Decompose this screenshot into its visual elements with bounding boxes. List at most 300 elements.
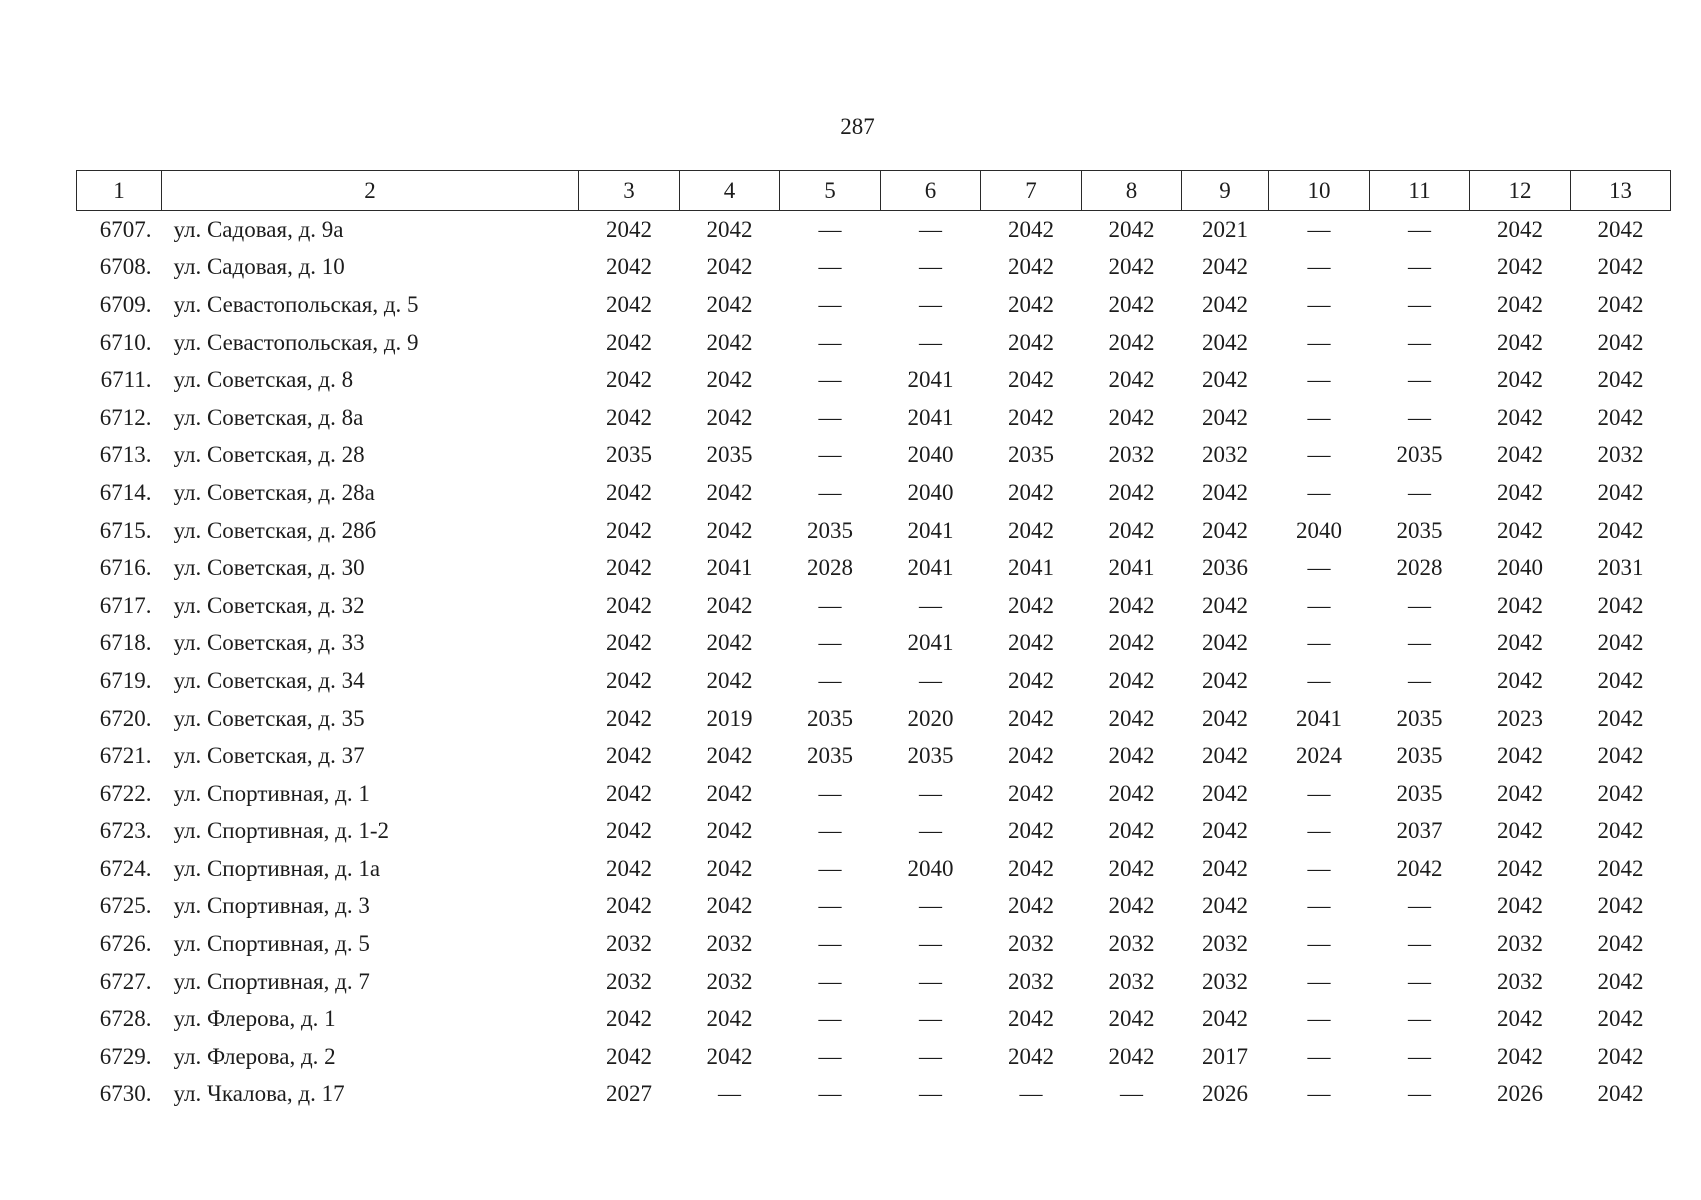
table-cell: — <box>818 216 842 242</box>
address-cell: ул. Садовая, д. 10 <box>173 254 345 280</box>
table-row <box>77 1000 1671 1038</box>
column-header-3: 3 <box>579 171 680 211</box>
table-cell: — <box>1307 329 1331 355</box>
table-cell: 2035 <box>1396 780 1443 806</box>
table-cell: — <box>1307 968 1331 994</box>
address-cell: ул. Советская, д. 30 <box>173 555 365 581</box>
table-cell: — <box>818 893 842 919</box>
table-cell: 2040 <box>1497 555 1543 581</box>
address-cell: ул. Флерова, д. 2 <box>173 1043 336 1069</box>
table-cell: 2042 <box>1108 404 1155 430</box>
table-cell: 2042 <box>706 630 753 656</box>
table-cell: 2042 <box>1597 254 1644 280</box>
table-cell: — <box>1408 893 1431 919</box>
table-row <box>77 286 1671 324</box>
table-cell: 2042 <box>606 893 652 919</box>
table-cell: 2031 <box>1597 555 1644 581</box>
table-cell: — <box>1307 404 1331 430</box>
column-header-5: 5 <box>780 171 881 211</box>
table-cell: 2040 <box>1296 517 1342 543</box>
table-cell: 2042 <box>1497 254 1543 280</box>
table-cell: 2041 <box>907 630 954 656</box>
table-cell: 2042 <box>1108 1006 1155 1032</box>
table-cell: — <box>1307 592 1331 618</box>
table-cell: 2035 <box>1396 705 1443 731</box>
table-cell: 2042 <box>1202 479 1248 505</box>
table-cell: 2041 <box>907 367 954 393</box>
table-cell: 2041 <box>1296 705 1342 731</box>
table-cell: 2042 <box>1202 743 1248 769</box>
table-cell: — <box>1307 893 1331 919</box>
table-cell: 2042 <box>606 667 652 693</box>
table-cell: — <box>919 1081 942 1107</box>
row-number-cell: 6708. <box>99 254 152 280</box>
table-cell: 2042 <box>1202 630 1248 656</box>
table-row <box>77 399 1671 437</box>
table-cell: 2023 <box>1497 705 1543 731</box>
table-row <box>77 474 1671 512</box>
table-cell: 2042 <box>1597 479 1644 505</box>
table-cell: — <box>1408 1006 1431 1032</box>
table-cell: 2042 <box>1008 367 1054 393</box>
table-cell: 2042 <box>1108 743 1155 769</box>
table-cell: 2042 <box>1497 329 1543 355</box>
table-cell: 2042 <box>1396 855 1443 881</box>
table-cell: — <box>919 216 942 242</box>
table-cell: 2042 <box>606 592 652 618</box>
table-cell: 2026 <box>1497 1081 1543 1107</box>
address-cell: ул. Советская, д. 32 <box>173 592 365 618</box>
row-number-cell: 6729. <box>99 1043 152 1069</box>
table-cell: — <box>1408 592 1431 618</box>
table-cell: 2042 <box>1497 743 1543 769</box>
table-cell: 2042 <box>1597 705 1644 731</box>
table-cell: — <box>818 254 842 280</box>
table-cell: 2032 <box>1597 442 1644 468</box>
table-cell: 2042 <box>1497 1043 1543 1069</box>
address-cell: ул. Севастопольская, д. 9 <box>173 329 419 355</box>
column-header-8: 8 <box>1082 171 1182 211</box>
table-cell: 2042 <box>606 479 652 505</box>
table-cell: 2042 <box>1497 517 1543 543</box>
table-cell: 2037 <box>1396 818 1443 844</box>
table-cell: 2042 <box>1202 329 1248 355</box>
table-cell: — <box>1307 479 1331 505</box>
row-number-cell: 6713. <box>99 442 152 468</box>
table-cell: 2024 <box>1296 743 1342 769</box>
table-cell: — <box>919 254 942 280</box>
table-cell: 2042 <box>1202 254 1248 280</box>
table-cell: 2042 <box>706 592 753 618</box>
address-cell: ул. Спортивная, д. 1а <box>173 855 381 881</box>
table-cell: 2042 <box>1008 705 1054 731</box>
table-cell: 2042 <box>1108 667 1155 693</box>
table-cell: 2042 <box>1008 517 1054 543</box>
table-cell: — <box>1408 667 1431 693</box>
table-cell: 2042 <box>1008 780 1054 806</box>
address-cell: ул. Советская, д. 33 <box>173 630 365 656</box>
table-cell: 2042 <box>706 216 753 242</box>
table-cell: 2032 <box>1108 968 1155 994</box>
table-cell: — <box>1408 404 1431 430</box>
table-cell: 2042 <box>1597 1081 1644 1107</box>
row-number-cell: 6727. <box>99 968 152 994</box>
table-cell: 2042 <box>1108 1043 1155 1069</box>
table-cell: — <box>1120 1081 1143 1107</box>
table-cell: — <box>1307 254 1331 280</box>
table-row <box>77 737 1671 775</box>
table-row <box>77 587 1671 625</box>
table-cell: 2042 <box>606 517 652 543</box>
address-cell: ул. Спортивная, д. 7 <box>173 968 370 994</box>
table-cell: — <box>818 592 842 618</box>
address-cell: ул. Флерова, д. 1 <box>173 1006 336 1032</box>
table-cell: 2042 <box>706 855 753 881</box>
table-cell: 2042 <box>606 291 652 317</box>
table-cell: 2042 <box>1108 517 1155 543</box>
table-cell: 2032 <box>1008 968 1054 994</box>
table-cell: — <box>919 329 942 355</box>
page-number: 287 <box>840 114 875 139</box>
table-cell: 2042 <box>606 855 652 881</box>
table-cell: — <box>1307 818 1331 844</box>
column-header-9: 9 <box>1182 171 1269 211</box>
table-cell: 2042 <box>1497 479 1543 505</box>
table-cell: 2042 <box>1008 254 1054 280</box>
table-row <box>77 549 1671 587</box>
table-cell: 2042 <box>1202 818 1248 844</box>
table-cell: — <box>1307 855 1331 881</box>
table-cell: 2042 <box>1008 743 1054 769</box>
table-cell: 2042 <box>1497 893 1543 919</box>
row-number-cell: 6714. <box>99 479 152 505</box>
schedule-table <box>76 170 1671 1113</box>
table-cell: 2042 <box>1008 855 1054 881</box>
table-cell: — <box>818 1006 842 1032</box>
table-cell: — <box>818 291 842 317</box>
table-cell: — <box>1019 1081 1043 1107</box>
table-cell: 2042 <box>1497 780 1543 806</box>
table-row <box>77 625 1671 663</box>
row-number-cell: 6730. <box>99 1081 152 1107</box>
table-cell: 2042 <box>1597 517 1644 543</box>
column-header-1: 1 <box>77 171 162 211</box>
table-cell: — <box>1307 1006 1331 1032</box>
table-cell: — <box>818 855 842 881</box>
table-cell: 2032 <box>1202 968 1248 994</box>
row-number-cell: 6709. <box>99 291 152 317</box>
table-cell: 2041 <box>1108 555 1155 581</box>
table-cell: — <box>1307 367 1331 393</box>
address-cell: ул. Спортивная, д. 5 <box>173 931 370 957</box>
table-cell: 2035 <box>1396 517 1443 543</box>
table-cell: 2042 <box>1008 1006 1054 1032</box>
address-cell: ул. Советская, д. 8а <box>173 404 364 430</box>
table-cell: 2042 <box>1008 1043 1054 1069</box>
table-cell: 2042 <box>1108 818 1155 844</box>
address-cell: ул. Советская, д. 34 <box>173 667 365 693</box>
row-number-cell: 6718. <box>99 630 152 656</box>
table-cell: 2042 <box>706 479 753 505</box>
table-cell: 2035 <box>1008 442 1054 468</box>
table-cell: 2042 <box>1202 855 1248 881</box>
table-row <box>77 925 1671 963</box>
table-cell: — <box>1408 291 1431 317</box>
table-cell: — <box>1408 1081 1431 1107</box>
table-cell: 2042 <box>706 667 753 693</box>
table-cell: — <box>1307 291 1331 317</box>
table-cell: 2042 <box>606 743 652 769</box>
table-cell: 2042 <box>1497 630 1543 656</box>
table-cell: 2042 <box>1202 780 1248 806</box>
table-cell: — <box>818 968 842 994</box>
table-cell: — <box>1307 442 1331 468</box>
table-cell: 2042 <box>1108 479 1155 505</box>
table-cell: 2042 <box>1497 667 1543 693</box>
header-row <box>77 171 1671 211</box>
table-cell: 2035 <box>706 442 753 468</box>
table-cell: 2032 <box>606 968 652 994</box>
table-cell: 2028 <box>807 555 853 581</box>
table-cell: 2042 <box>1597 743 1644 769</box>
table-cell: 2042 <box>1202 517 1248 543</box>
table-cell: 2026 <box>1202 1081 1248 1107</box>
table-cell: 2035 <box>807 705 853 731</box>
address-cell: ул. Севастопольская, д. 5 <box>173 291 419 317</box>
table-row <box>77 963 1671 1001</box>
table-cell: 2042 <box>1497 855 1543 881</box>
row-number-cell: 6721. <box>99 743 152 769</box>
table-cell: 2042 <box>1108 254 1155 280</box>
table-cell: 2032 <box>1108 931 1155 957</box>
table-cell: 2042 <box>706 818 753 844</box>
table-cell: — <box>1408 329 1431 355</box>
table-cell: — <box>818 404 842 430</box>
table-cell: — <box>919 893 942 919</box>
table-cell: 2042 <box>1597 592 1644 618</box>
table-cell: 2042 <box>1597 931 1644 957</box>
address-cell: ул. Советская, д. 37 <box>173 743 365 769</box>
table-row <box>77 1038 1671 1076</box>
column-header-12: 12 <box>1470 171 1571 211</box>
row-number-cell: 6715. <box>99 517 152 543</box>
table-body <box>77 211 1671 1114</box>
table-cell: 2042 <box>1202 705 1248 731</box>
table-cell: 2042 <box>706 743 753 769</box>
table-cell: 2042 <box>606 404 652 430</box>
address-cell: ул. Советская, д. 28 <box>173 442 365 468</box>
table-cell: — <box>818 479 842 505</box>
table-cell: 2042 <box>1597 329 1644 355</box>
table-row <box>77 888 1671 926</box>
table-cell: — <box>1408 931 1431 957</box>
table-cell: 2035 <box>1396 743 1443 769</box>
table-cell: 2042 <box>1597 367 1644 393</box>
table-cell: 2042 <box>1108 893 1155 919</box>
table-cell: 2042 <box>1108 329 1155 355</box>
table-cell: 2035 <box>807 743 853 769</box>
row-number-cell: 6717. <box>99 592 152 618</box>
table-row <box>77 775 1671 813</box>
table-cell: — <box>1408 216 1431 242</box>
table-cell: 2041 <box>907 404 954 430</box>
table-cell: — <box>818 1081 842 1107</box>
table-row <box>77 700 1671 738</box>
table-cell: — <box>1408 630 1431 656</box>
table-cell: 2042 <box>706 404 753 430</box>
table-cell: 2042 <box>1108 367 1155 393</box>
table-cell: 2040 <box>907 442 954 468</box>
row-number-cell: 6723. <box>99 818 152 844</box>
table-cell: 2042 <box>606 818 652 844</box>
table-cell: 2021 <box>1202 216 1248 242</box>
row-number-cell: 6712. <box>99 404 152 430</box>
table-cell: 2042 <box>706 367 753 393</box>
table-cell: 2035 <box>1396 442 1443 468</box>
table-cell: 2042 <box>1108 780 1155 806</box>
table-cell: 2032 <box>706 968 753 994</box>
table-cell: — <box>818 329 842 355</box>
table-cell: — <box>818 667 842 693</box>
table-cell: 2042 <box>1008 893 1054 919</box>
table-cell: — <box>1307 216 1331 242</box>
table-cell: — <box>1408 968 1431 994</box>
table-cell: — <box>919 968 942 994</box>
table-cell: — <box>1307 630 1331 656</box>
table-cell: — <box>718 1081 741 1107</box>
table-cell: — <box>1307 555 1331 581</box>
column-header-2: 2 <box>162 171 579 211</box>
table-cell: 2042 <box>606 555 652 581</box>
table-cell: 2032 <box>1202 931 1248 957</box>
row-number-cell: 6726. <box>99 931 152 957</box>
table-cell: 2042 <box>1597 1043 1644 1069</box>
table-cell: 2042 <box>1597 968 1644 994</box>
table-row <box>77 813 1671 851</box>
table-cell: 2042 <box>1597 630 1644 656</box>
table-cell: 2042 <box>1202 667 1248 693</box>
table-cell: 2042 <box>1597 404 1644 430</box>
table-cell: 2042 <box>1008 291 1054 317</box>
table-cell: 2042 <box>606 780 652 806</box>
table-cell: 2042 <box>706 1006 753 1032</box>
table-cell: 2042 <box>1202 893 1248 919</box>
table-cell: 2042 <box>1202 592 1248 618</box>
table-cell: 2041 <box>907 517 954 543</box>
address-cell: ул. Спортивная, д. 1 <box>173 780 370 806</box>
table-cell: 2042 <box>1497 442 1543 468</box>
table-cell: 2032 <box>606 931 652 957</box>
table-cell: 2042 <box>1497 592 1543 618</box>
row-number-cell: 6711. <box>100 367 152 393</box>
table-cell: 2042 <box>1008 818 1054 844</box>
table-cell: 2032 <box>1497 968 1543 994</box>
table-cell: — <box>818 367 842 393</box>
table-cell: — <box>1307 1081 1331 1107</box>
table-cell: 2042 <box>1008 216 1054 242</box>
table-header <box>77 171 1671 211</box>
table-row <box>77 437 1671 475</box>
table-cell: 2042 <box>1108 216 1155 242</box>
address-cell: ул. Спортивная, д. 1-2 <box>173 818 389 844</box>
table-cell: — <box>1307 667 1331 693</box>
table-cell: 2042 <box>1497 216 1543 242</box>
table-cell: 2042 <box>1008 592 1054 618</box>
table-cell: 2041 <box>1008 555 1054 581</box>
table-cell: 2032 <box>1202 442 1248 468</box>
table-cell: 2042 <box>1108 705 1155 731</box>
table-cell: 2042 <box>1597 818 1644 844</box>
table-cell: 2042 <box>1497 818 1543 844</box>
table-cell: 2042 <box>1597 667 1644 693</box>
table-cell: 2032 <box>706 931 753 957</box>
table-cell: 2042 <box>1108 592 1155 618</box>
table-cell: — <box>818 1043 842 1069</box>
table-cell: 2042 <box>1008 630 1054 656</box>
column-header-13: 13 <box>1571 171 1671 211</box>
address-cell: ул. Советская, д. 28а <box>173 479 375 505</box>
table-cell: 2042 <box>1008 329 1054 355</box>
table-cell: 2042 <box>1202 404 1248 430</box>
table-cell: 2042 <box>1108 630 1155 656</box>
table-cell: 2020 <box>907 705 954 731</box>
table-cell: — <box>818 931 842 957</box>
table-cell: 2042 <box>606 216 652 242</box>
table-cell: 2041 <box>706 555 753 581</box>
table-cell: 2042 <box>1597 1006 1644 1032</box>
table-cell: 2042 <box>606 254 652 280</box>
table-cell: — <box>1307 931 1331 957</box>
table-cell: 2042 <box>1497 404 1543 430</box>
table-row <box>77 249 1671 287</box>
table-cell: 2035 <box>807 517 853 543</box>
table-cell: 2042 <box>606 1043 652 1069</box>
table-row <box>77 211 1671 249</box>
table-cell: 2042 <box>1008 404 1054 430</box>
table-cell: — <box>919 291 942 317</box>
table-cell: 2028 <box>1396 555 1443 581</box>
table-cell: 2042 <box>1202 1006 1248 1032</box>
table-cell: 2042 <box>706 329 753 355</box>
table-cell: — <box>1307 1043 1331 1069</box>
table-cell: — <box>1408 479 1431 505</box>
table-cell: 2019 <box>706 705 753 731</box>
table-cell: 2042 <box>1597 780 1644 806</box>
address-cell: ул. Советская, д. 28б <box>173 517 377 543</box>
column-header-10: 10 <box>1269 171 1370 211</box>
column-header-6: 6 <box>881 171 981 211</box>
table-cell: — <box>919 1043 942 1069</box>
table-cell: 2027 <box>606 1081 652 1107</box>
row-number-cell: 6719. <box>99 667 152 693</box>
table-cell: — <box>919 931 942 957</box>
table-row <box>77 850 1671 888</box>
table-cell: 2032 <box>1497 931 1543 957</box>
table-cell: — <box>818 780 842 806</box>
table-cell: — <box>818 818 842 844</box>
table-cell: 2042 <box>1597 291 1644 317</box>
address-cell: ул. Советская, д. 8 <box>173 367 354 393</box>
table-cell: — <box>919 818 942 844</box>
table-cell: — <box>1408 254 1431 280</box>
column-header-11: 11 <box>1370 171 1470 211</box>
table-cell: 2042 <box>1597 216 1644 242</box>
column-header-4: 4 <box>680 171 780 211</box>
row-number-cell: 6722. <box>99 780 152 806</box>
table-cell: 2042 <box>1008 479 1054 505</box>
table-cell: 2042 <box>1597 893 1644 919</box>
table-cell: 2042 <box>706 254 753 280</box>
